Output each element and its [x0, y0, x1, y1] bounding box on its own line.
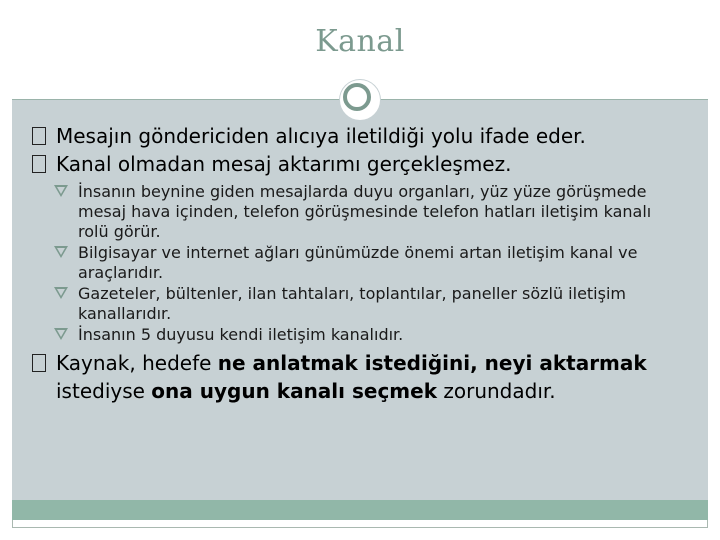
sub-bullet-4 — [50, 325, 680, 345]
square-bullet-icon — [32, 354, 46, 372]
bullet-3-bold1: ne anlatmak istediğini, neyi aktarmak — [217, 351, 647, 375]
slide-body — [30, 122, 680, 405]
triangle-bullet-icon — [54, 328, 68, 340]
slide-title: Kanal — [315, 24, 405, 59]
sub-bullet-1-text: İnsanın beynine giden mesajlarda duyu organları, yüz yüze görüşmede mesaj hava içinden, telefon görüşmesinde telefon hatları iletişim kanalı rolü görür. — [78, 182, 652, 241]
triangle-bullet-icon — [54, 287, 68, 299]
bullet-1-text: Mesajın göndericiden alıcıya iletildiği yolu ifade eder. — [56, 124, 586, 148]
bullet-1 — [30, 122, 680, 150]
sub-bullet-list — [50, 182, 680, 345]
bullet-2 — [30, 150, 680, 178]
triangle-bullet-icon — [54, 185, 68, 197]
sub-bullet-3 — [50, 284, 680, 324]
bullet-3-part2: istediyse — [56, 379, 152, 403]
bullet-3-bold2: ona uygun kanalı seçmek — [151, 379, 437, 403]
bullet-3-part3: zorundadır. — [437, 379, 556, 403]
bullet-3-part1: Kaynak, hedefe — [56, 351, 218, 375]
bullet-3 — [30, 349, 680, 405]
sub-bullet-2 — [50, 243, 680, 283]
square-bullet-icon — [32, 127, 46, 145]
sub-bullet-4-text: İnsanın 5 duyusu kendi iletişim kanalıdır. — [78, 325, 404, 344]
square-bullet-icon — [32, 155, 46, 173]
divider-circle-icon — [343, 83, 371, 111]
sub-bullet-1 — [50, 182, 680, 242]
footer-band — [12, 500, 708, 520]
bullet-2-text: Kanal olmadan mesaj aktarımı gerçekleşmez. — [56, 152, 512, 176]
sub-bullet-2-text: Bilgisayar ve internet ağları günümüzde önemi artan iletişim kanal ve araçlarıdır. — [78, 243, 638, 282]
sub-bullet-3-text: Gazeteler, bültenler, ilan tahtaları, toplantılar, paneller sözlü iletişim kanallarıdır. — [78, 284, 626, 323]
triangle-bullet-icon — [54, 246, 68, 258]
